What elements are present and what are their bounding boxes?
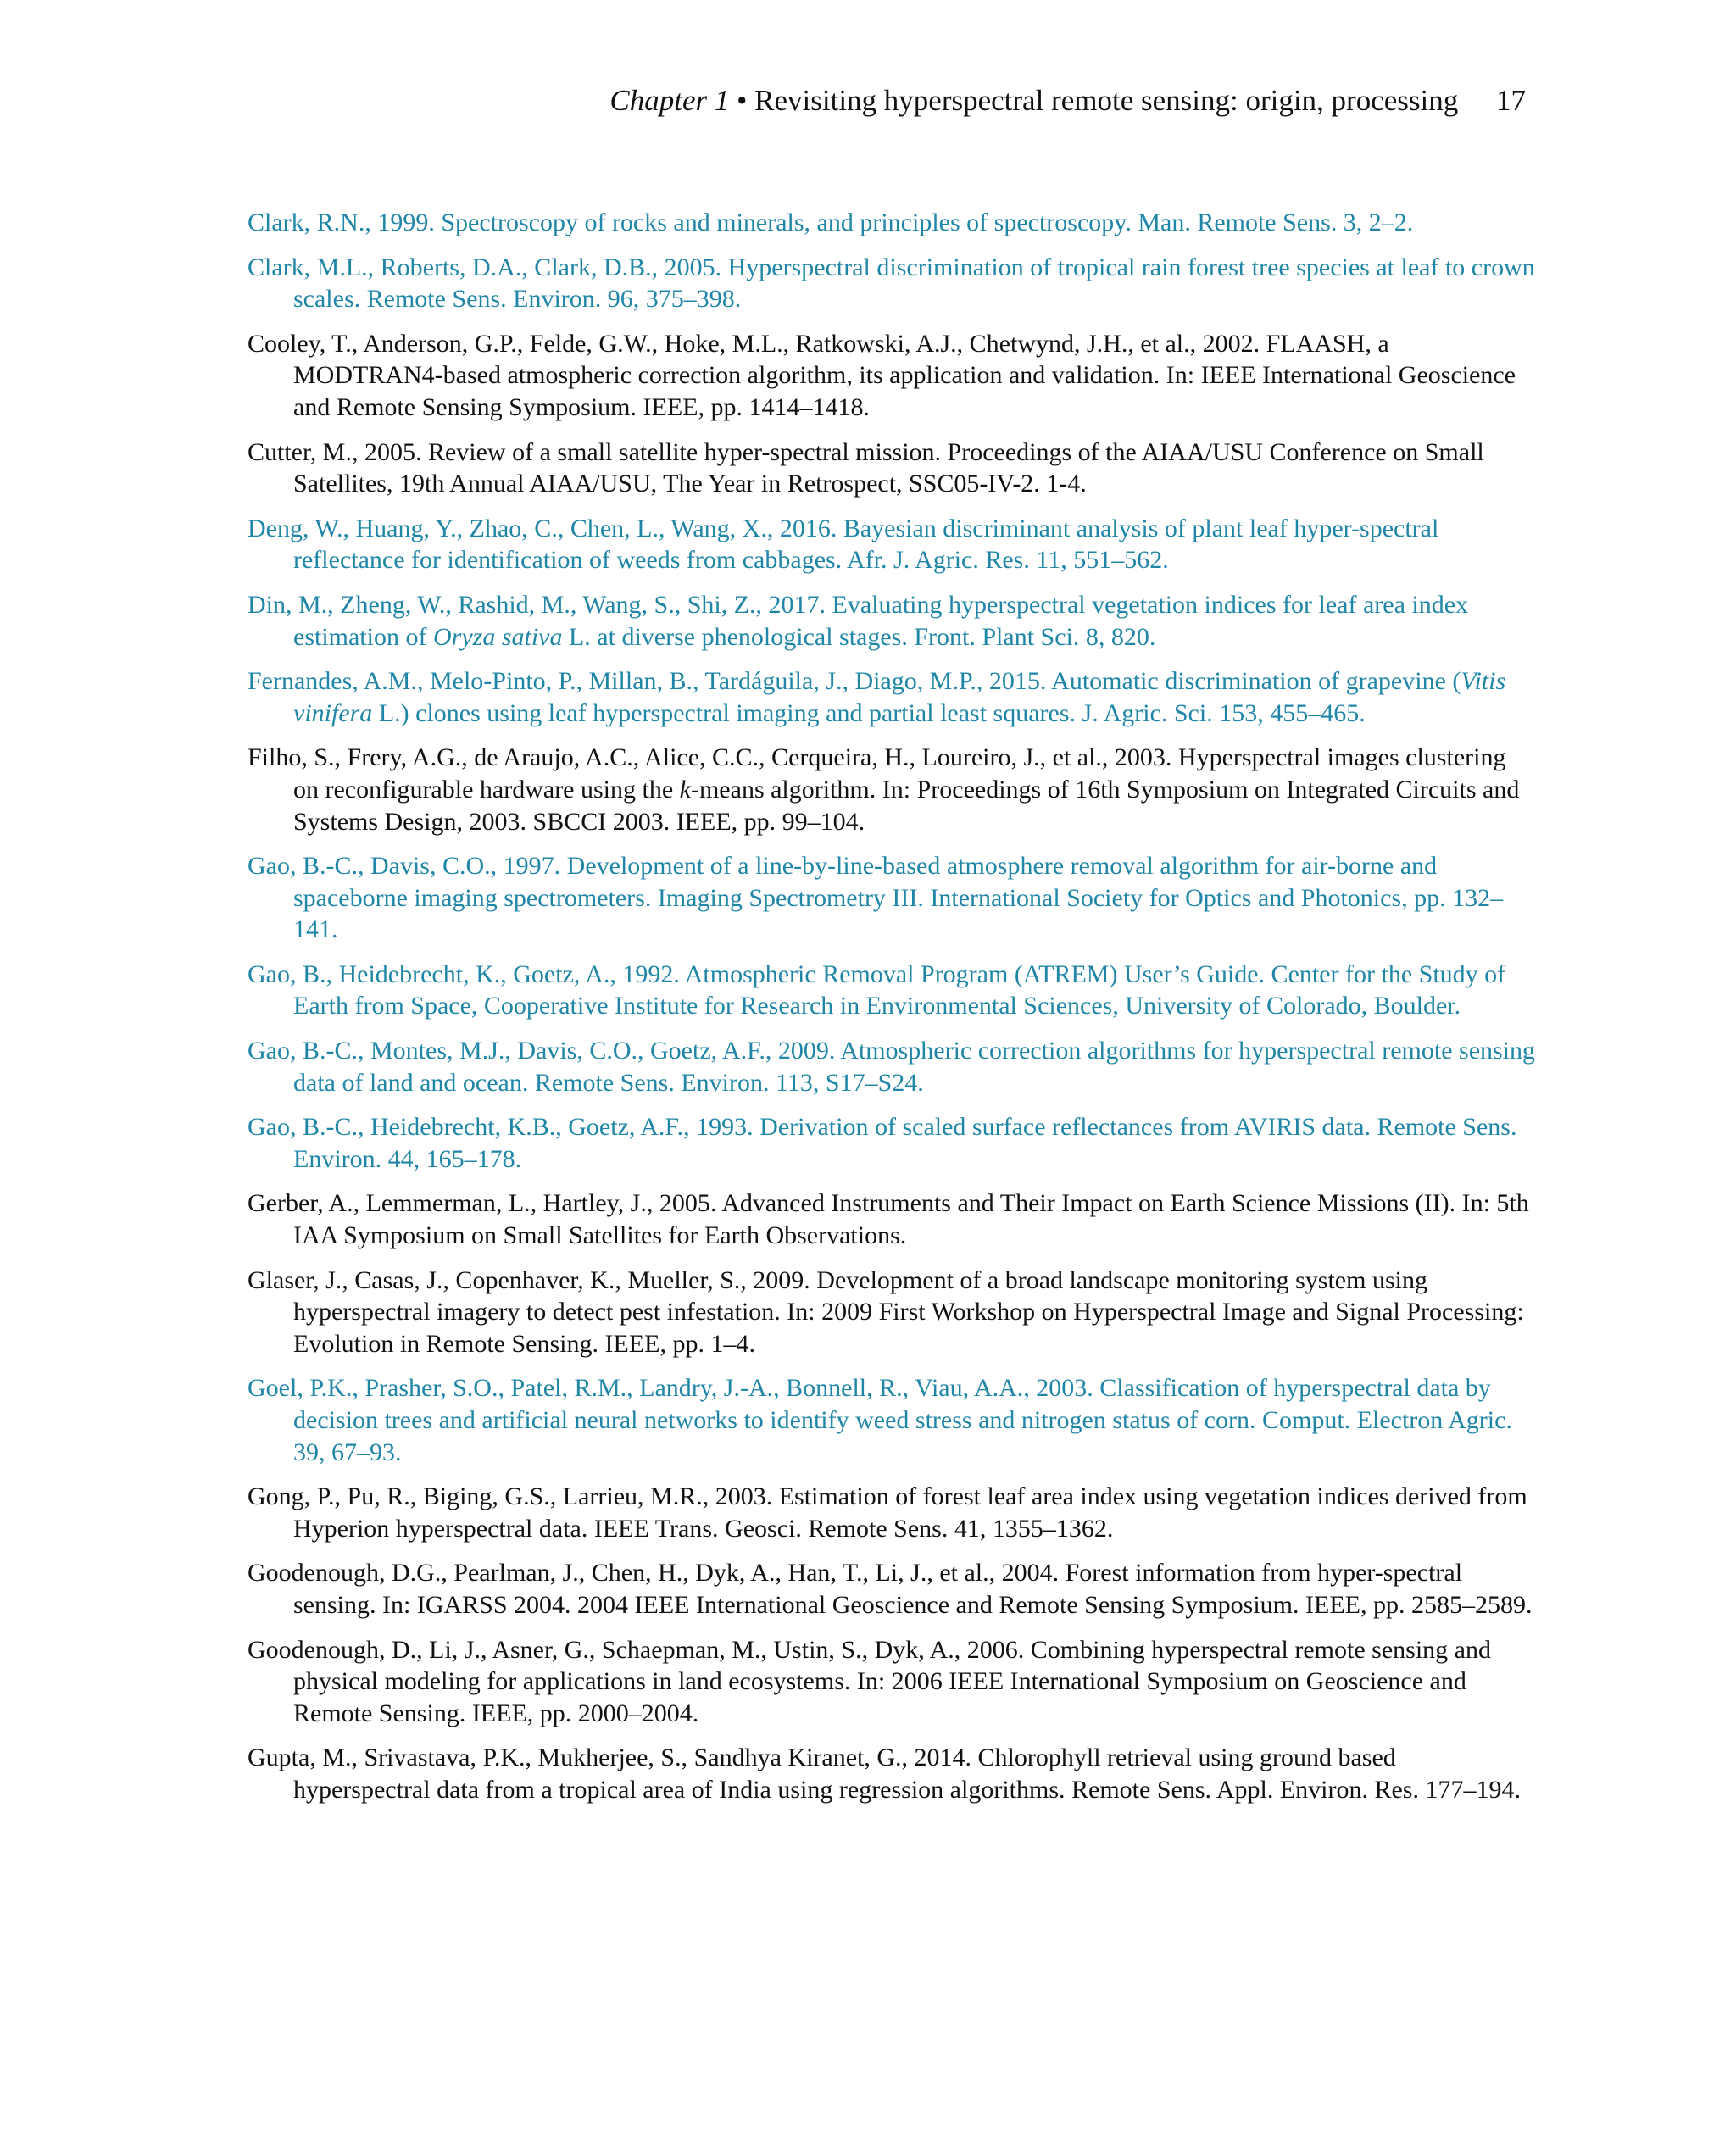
chapter-title: Revisiting hyperspectral remote sensing: origin, processing: [754, 84, 1459, 117]
reference-text: Goodenough, D.G., Pearlman, J., Chen, H., Dyk, A., Han, T., Li, J., et al., 2004. Forest information from hyper-spectral sensing. In: IGARSS 2004. 2004 IEEE International Geoscience and Remote Sensing Symposium. IEEE, pp. 2585–2589.: [248, 1559, 1533, 1619]
reference-entry: [248, 742, 1536, 837]
reference-text: Cooley, T., Anderson, G.P., Felde, G.W., Hoke, M.L., Ratkowski, A.J., Chetwynd, J.H., et al., 2002. FLAASH, a MODTRAN4-based atmospheric correction algorithm, its application and validation. In: IEEE International Geoscience and Remote Sensing Symposium. IEEE, pp. 1414–1418.: [248, 329, 1516, 421]
reference-italic-text: k: [679, 775, 691, 804]
reference-text: Goodenough, D., Li, J., Asner, G., Schaepman, M., Ustin, S., Dyk, A., 2006. Combining hyperspectral remote sensing and physical modeling for applications in land ecosystems. In: 2006 IEEE International Symposium on Geoscience and Remote Sensing. IEEE, pp. 2000–2004.: [248, 1635, 1491, 1727]
reference-text: L.) clones using leaf hyperspectral imaging and partial least squares. J. Agric. Sci. 153, 455–465.: [372, 698, 1366, 727]
reference-entry-linked[interactable]: [248, 1372, 1536, 1468]
reference-text: Din, M., Zheng, W., Rashid, M., Wang, S., Shi, Z., 2017. Evaluating hyperspectral vegetation indices for leaf area index estimation of: [248, 590, 1469, 651]
reference-list: [248, 207, 1536, 1819]
reference-text: Clark, M.L., Roberts, D.A., Clark, D.B., 2005. Hyperspectral discrimination of tropical rain forest tree species at leaf to crown scales. Remote Sens. Environ. 96, 375–398.: [248, 253, 1535, 314]
reference-italic-text: Vitis vinifera: [293, 667, 1506, 727]
reference-text: Goel, P.K., Prasher, S.O., Patel, R.M., Landry, J.-A., Bonnell, R., Viau, A.A., 2003. Classification of hyperspectral data by decision trees and artificial neural networks to identify weed stress and nitrogen status of corn. Comput. Electron Agric. 39, 67–93.: [248, 1374, 1512, 1466]
reference-text: -means algorithm. In: Proceedings of 16th Symposium on Integrated Circuits and Systems Design, 2003. SBCCI 2003. IEEE, pp. 99–104.: [293, 775, 1520, 836]
running-header: [609, 83, 1526, 119]
reference-text: Gerber, A., Lemmerman, L., Hartley, J., 2005. Advanced Instruments and Their Impact on Earth Science Missions (II). In: 5th IAA Symposium on Small Satellites for Earth Observations.: [248, 1189, 1529, 1250]
reference-entry: [248, 1481, 1536, 1544]
reference-text: Gupta, M., Srivastava, P.K., Mukherjee, S., Sandhya Kiranet, G., 2014. Chlorophyll retrieval using ground based hyperspectral data from a tropical area of India using regression algorithms. Remote Sens. Appl. Environ. Res. 177–194.: [248, 1743, 1521, 1804]
reference-entry-linked[interactable]: [248, 589, 1536, 653]
reference-text: Gao, B., Heidebrecht, K., Goetz, A., 1992. Atmospheric Removal Program (ATREM) User’s Guide. Center for the Study of Earth from Space, Cooperative Institute for Research in Environmental Sciences, University of Colorado, Boulder.: [248, 959, 1506, 1020]
reference-entry-linked[interactable]: [248, 665, 1536, 729]
reference-entry: [248, 1187, 1536, 1251]
reference-text: Gao, B.-C., Heidebrecht, K.B., Goetz, A.F., 1993. Derivation of scaled surface reflectances from AVIRIS data. Remote Sens. Environ. 44, 165–178.: [248, 1113, 1517, 1173]
reference-text: Filho, S., Frery, A.G., de Araujo, A.C., Alice, C.C., Cerqueira, H., Loureiro, J., et al., 2003. Hyperspectral images clustering on reconfigurable hardware using the: [248, 743, 1506, 804]
header-bullet: •: [737, 84, 748, 117]
reference-text: Gao, B.-C., Montes, M.J., Davis, C.O., Goetz, A.F., 2009. Atmospheric correction algorithms for hyperspectral remote sensing data of land and ocean. Remote Sens. Environ. 113, S17–S24.: [248, 1037, 1536, 1097]
reference-entry: [248, 1742, 1536, 1805]
reference-text: Deng, W., Huang, Y., Zhao, C., Chen, L., Wang, X., 2016. Bayesian discriminant analysis of plant leaf hyper-spectral reflectance for identification of weeds from cabbages. Afr. J. Agric. Res. 11, 551–562.: [248, 514, 1439, 575]
reference-text: Fernandes, A.M., Melo-Pinto, P., Millan, B., Tardáguila, J., Diago, M.P., 2015. Automatic discrimination of grapevine (: [248, 667, 1461, 696]
reference-entry-linked[interactable]: [248, 959, 1536, 1022]
reference-entry-linked[interactable]: [248, 1111, 1536, 1175]
reference-entry-linked[interactable]: [248, 252, 1536, 315]
reference-entry: [248, 1557, 1536, 1621]
reference-entry: [248, 1634, 1536, 1730]
reference-italic-text: Oryza sativa: [432, 622, 563, 651]
reference-entry-linked[interactable]: [248, 207, 1536, 239]
reference-entry: [248, 328, 1536, 424]
reference-text: Gao, B.-C., Davis, C.O., 1997. Development of a line-by-line-based atmosphere removal algorithm for air-borne and spaceborne imaging spectrometers. Imaging Spectrometry III. International Society for Optics and Photonics, pp. 132–141.: [248, 852, 1504, 944]
reference-entry: [248, 437, 1536, 500]
reference-entry: [248, 1265, 1536, 1360]
reference-entry-linked[interactable]: [248, 1035, 1536, 1098]
reference-text: Glaser, J., Casas, J., Copenhaver, K., Mueller, S., 2009. Development of a broad landscape monitoring system using hyperspectral imagery to detect pest infestation. In: 2009 First Workshop on Hyperspectral Image and Signal Processing: Evolution in Remote Sensing. IEEE, pp. 1–4.: [248, 1265, 1524, 1358]
reference-entry-linked[interactable]: [248, 513, 1536, 576]
reference-entry-linked[interactable]: [248, 850, 1536, 946]
reference-text: Clark, R.N., 1999. Spectroscopy of rocks and minerals, and principles of spectroscopy. Man. Remote Sens. 3, 2–2.: [248, 209, 1414, 236]
reference-text: Gong, P., Pu, R., Biging, G.S., Larrieu, M.R., 2003. Estimation of forest leaf area index using vegetation indices derived from Hyperion hyperspectral data. IEEE Trans. Geosci. Remote Sens. 41, 1355–1362.: [248, 1482, 1527, 1543]
reference-text: Cutter, M., 2005. Review of a small satellite hyper-spectral mission. Proceedings of the AIAA/USU Conference on Small Satellites, 19th Annual AIAA/USU, The Year in Retrospect, SSC05-IV-2. 1-4.: [248, 437, 1484, 498]
page-number: 17: [1496, 84, 1526, 117]
reference-text: L. at diverse phenological stages. Front. Plant Sci. 8, 820.: [562, 622, 1156, 651]
chapter-label: Chapter 1: [609, 84, 730, 117]
